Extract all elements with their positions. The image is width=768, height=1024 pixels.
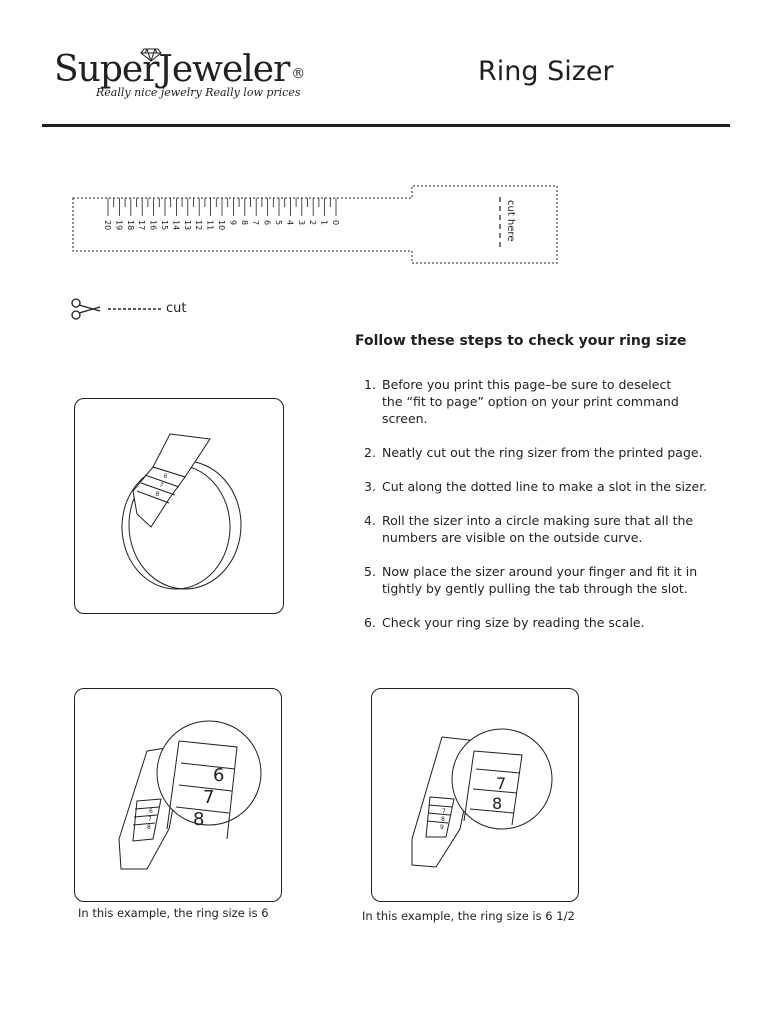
svg-text:8: 8: [154, 490, 161, 499]
svg-text:6: 6: [149, 808, 153, 815]
sizer-scale-label: 7: [251, 220, 261, 226]
sizer-scale-label: 13: [182, 220, 192, 231]
svg-text:6: 6: [213, 765, 225, 786]
sizer-scale-label: 15: [160, 220, 169, 231]
cut-here-label: cut here: [505, 200, 516, 242]
page-title: Ring Sizer: [478, 56, 614, 87]
svg-text:7: 7: [442, 808, 446, 815]
sizer-scale-label: 2: [308, 220, 318, 226]
brand-tagline: Really nice jewelry Really low prices: [96, 86, 301, 99]
step-item: 2. Neatly cut out the ring sizer from the printed page.: [364, 445, 703, 460]
svg-text:8: 8: [193, 809, 205, 830]
svg-text:9: 9: [440, 824, 444, 831]
steps-list: [364, 376, 764, 648]
sizer-scale-label: 9: [228, 220, 238, 226]
svg-text:7: 7: [148, 816, 152, 823]
sizer-ticks: [108, 198, 336, 216]
sizer-scale-label: 17: [137, 220, 147, 231]
sizer-scale-label: 5: [274, 220, 283, 226]
svg-text:8: 8: [492, 794, 503, 813]
svg-text:6: 6: [162, 472, 169, 481]
zoom-circle: [157, 721, 261, 825]
sizer-scale-label: 1: [319, 220, 329, 226]
rolled-sizer-illustration: [74, 398, 284, 614]
step-item: 5. Now place the sizer around your finger and fit it in tightly by gently pulling the tab through the slot.: [364, 564, 698, 596]
scissors-icon: [72, 299, 100, 319]
sizer-scale-label: 16: [148, 220, 158, 231]
svg-text:7: 7: [496, 774, 507, 793]
svg-text:8: 8: [441, 816, 445, 823]
sizer-scale-label: 19: [114, 220, 124, 231]
example-caption-size-6: In this example, the ring size is 6: [78, 906, 269, 920]
sizer-scale: [103, 220, 340, 230]
cut-label: cut: [166, 301, 187, 316]
brand-name: SuperJeweler ®: [54, 49, 306, 90]
registered-mark: ®: [291, 66, 306, 82]
sizer-scale-label: 20: [103, 220, 112, 231]
step-item: 6. Check your ring size by reading the scale.: [364, 615, 645, 630]
step-item: 4. Roll the sizer into a circle making sure that all the numbers are visible on the outside curve.: [364, 513, 694, 545]
example-size-6-illustration: [74, 688, 282, 902]
ring-sizer-strip[interactable]: [70, 183, 560, 267]
step-item: 1. Before you print this page–be sure to deselect the “fit to page” option on your print command screen.: [364, 377, 679, 426]
example-size-6-half-illustration: [371, 688, 579, 902]
brand-logo: [54, 48, 304, 108]
sizer-scale-label: 0: [331, 220, 340, 226]
sizer-scale-label: 12: [194, 220, 204, 231]
svg-text:8: 8: [147, 824, 151, 831]
sizer-scale-label: 6: [262, 220, 272, 226]
step-item: 3. Cut along the dotted line to make a slot in the sizer.: [364, 479, 708, 494]
sizer-scale-label: 3: [296, 220, 306, 226]
sizer-scale-label: 4: [285, 220, 295, 226]
sizer-scale-label: 18: [125, 220, 135, 231]
svg-text:7: 7: [158, 481, 165, 490]
header-divider: [42, 124, 730, 127]
example-caption-size-6-half: In this example, the ring size is 6 1/2: [362, 909, 575, 923]
steps-heading: Follow these steps to check your ring size: [355, 333, 687, 349]
sizer-scale-label: 8: [239, 220, 249, 226]
sizer-scale-label: 14: [171, 220, 181, 231]
svg-text:7: 7: [203, 787, 215, 808]
sizer-scale-label: 11: [205, 220, 215, 231]
sizer-scale-label: 10: [217, 220, 226, 231]
